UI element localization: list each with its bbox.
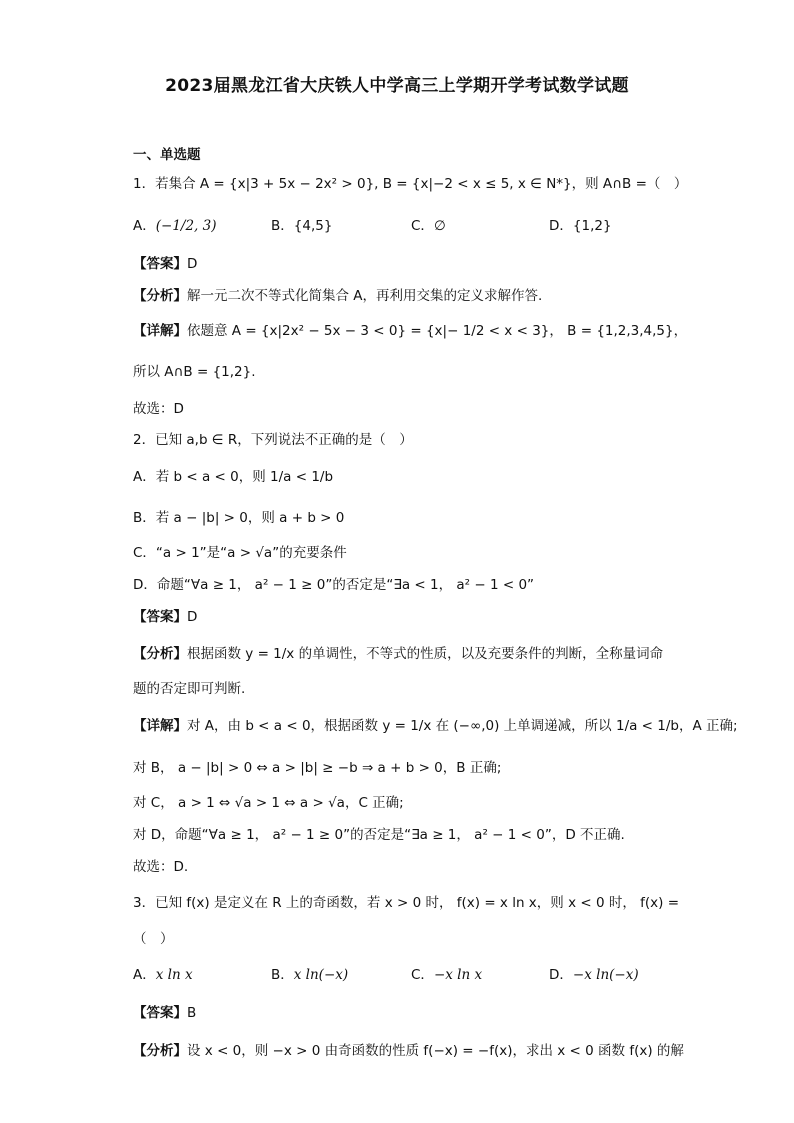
q3-answer — [133, 1003, 196, 1023]
q3-analysis — [133, 1041, 684, 1061]
detail-tag: 【详解】 — [133, 323, 187, 339]
q2-analysis-line-2: 题的否定即可判断. — [133, 681, 246, 697]
q1-option-d — [549, 216, 612, 236]
q2-option-d: D．命题“∀a ≥ 1， a² − 1 ≥ 0”的否定是“∃a < 1， a² − 1 < 0” — [133, 577, 535, 593]
q2-option-c: C．“a > 1”是“a > √a”的充要条件 — [133, 545, 347, 561]
q1-answer-value: D — [187, 256, 198, 272]
q1-option-c-text: ∅ — [433, 218, 446, 234]
q2-analysis — [133, 644, 663, 664]
q1-option-a — [133, 216, 217, 236]
q2-choose: 故选：D. — [133, 859, 189, 875]
q1-answer — [133, 254, 197, 274]
q1-option-d-label: D． — [549, 218, 573, 234]
q1-option-b — [271, 216, 332, 236]
q3-option-d-label: D． — [549, 967, 573, 983]
q2-detail — [133, 716, 738, 736]
q1-analysis-text: 解一元二次不等式化简集合 A，再利用交集的定义求解作答. — [187, 288, 543, 304]
section-heading: 一、单选题 — [133, 147, 201, 163]
q3-option-b-text: x ln(−x) — [293, 967, 349, 983]
q3-option-b-label: B． — [271, 967, 294, 983]
analysis-tag: 【分析】 — [133, 1043, 187, 1059]
page-title: 2023届黑龙江省大庆铁人中学高三上学期开学考试数学试题 — [165, 76, 629, 96]
q3-analysis-text: 设 x < 0，则 −x > 0 由奇函数的性质 f(−x) = −f(x)，求出 x < 0 函数 f(x) 的解 — [187, 1043, 684, 1059]
q3-option-d-text: −x ln(−x) — [572, 967, 639, 983]
q2-detail-line-2: 对 B， a − |b| > 0 ⇔ a > |b| ≥ −b ⇒ a + b > 0，B 正确; — [133, 760, 502, 776]
q1-option-b-label: B． — [271, 218, 294, 234]
q1-option-c — [411, 216, 446, 236]
q3-option-c-text: −x ln x — [433, 967, 483, 983]
q3-option-c-label: C． — [411, 967, 434, 983]
q3-option-b — [271, 965, 348, 985]
q1-option-d-text: {1,2} — [572, 218, 612, 234]
q1-option-b-text: {4,5} — [293, 218, 333, 234]
detail-tag: 【详解】 — [133, 718, 187, 734]
q2-detail-line-3: 对 C， a > 1 ⇔ √a > 1 ⇔ a > √a，C 正确; — [133, 795, 404, 811]
analysis-tag: 【分析】 — [133, 288, 187, 304]
q3-option-a-label: A． — [133, 967, 156, 983]
answer-tag: 【答案】 — [133, 609, 187, 625]
q1-option-c-label: C． — [411, 218, 434, 234]
q2-option-b: B．若 a − |b| > 0，则 a + b > 0 — [133, 510, 345, 526]
q2-stem: 2．已知 a,b ∈ R，下列说法不正确的是（ ） — [133, 432, 413, 448]
q1-stem: 1．若集合 A = {x|3 + 5x − 2x² > 0}, B = {x|−2 < x ≤ 5, x ∈ N*}，则 A∩B =（ ） — [133, 176, 688, 192]
q3-stem-line-2: （ ） — [133, 931, 174, 947]
q1-analysis — [133, 286, 542, 306]
q2-analysis-line-1: 根据函数 y = 1/x 的单调性，不等式的性质，以及充要条件的判断，全称量词命 — [187, 646, 664, 662]
q2-detail-line-1: 对 A，由 b < a < 0，根据函数 y = 1/x 在 (−∞,0) 上单调递减，所以 1/a < 1/b，A 正确; — [187, 718, 738, 734]
q3-option-a-text: x ln x — [155, 967, 193, 983]
q3-option-c — [411, 965, 482, 985]
q3-option-d — [549, 965, 639, 985]
q1-detail-line-1: 依题意 A = {x|2x² − 5x − 3 < 0} = {x|− 1/2 < x < 3}， B = {1,2,3,4,5}， — [187, 323, 688, 339]
q1-option-a-text: (−1/2, 3) — [155, 218, 217, 234]
answer-tag: 【答案】 — [133, 256, 187, 272]
answer-tag: 【答案】 — [133, 1005, 187, 1021]
analysis-tag: 【分析】 — [133, 646, 187, 662]
q1-detail — [133, 321, 687, 341]
q2-answer-value: D — [187, 609, 198, 625]
q3-stem-line-1: 3．已知 f(x) 是定义在 R 上的奇函数，若 x > 0 时， f(x) = x ln x，则 x < 0 时， f(x) = — [133, 895, 680, 911]
q1-option-a-label: A． — [133, 218, 156, 234]
q1-detail-line-2: 所以 A∩B = {1,2}. — [133, 364, 256, 380]
q2-option-a: A．若 b < a < 0，则 1/a < 1/b — [133, 469, 334, 485]
q2-detail-line-4: 对 D，命题“∀a ≥ 1， a² − 1 ≥ 0”的否定是“∃a ≥ 1， a² − 1 < 0”，D 不正确. — [133, 827, 625, 843]
q3-answer-value: B — [187, 1005, 197, 1021]
q3-option-a — [133, 965, 193, 985]
q1-choose: 故选：D — [133, 401, 184, 417]
q2-answer — [133, 607, 197, 627]
